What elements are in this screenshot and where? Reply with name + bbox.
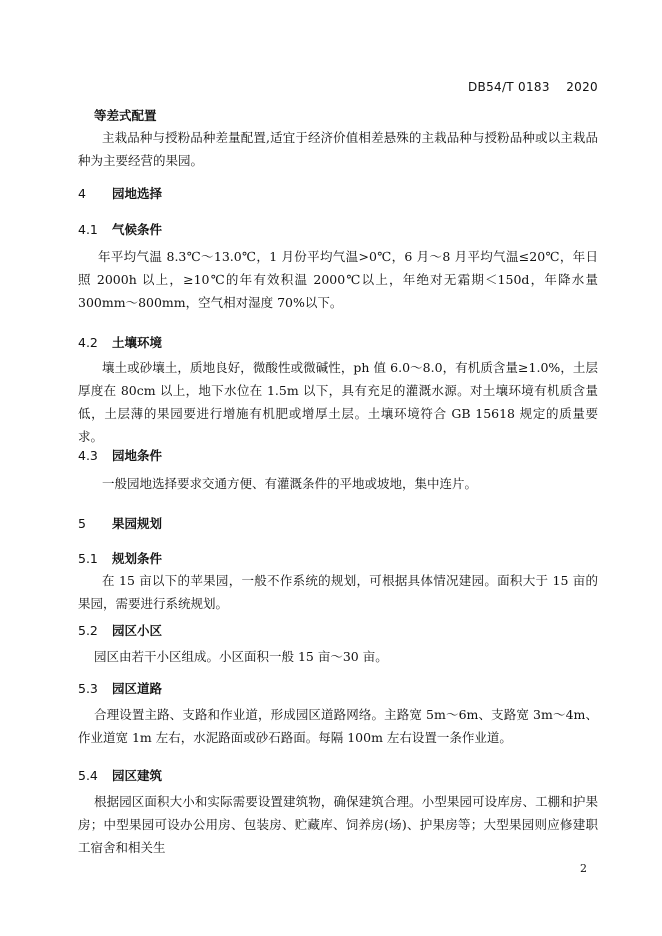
- section-number: 4.1: [78, 222, 98, 237]
- section-number: 4.2: [78, 335, 98, 350]
- section-title: 规划条件: [112, 551, 163, 566]
- section-number: 5.1: [78, 551, 98, 566]
- page-number: 2: [580, 862, 587, 875]
- section-title: 园区小区: [112, 623, 163, 638]
- paragraph-4-3: 一般园地选择要求交通方便、有灌溉条件的平地或坡地，集中连片。: [102, 476, 478, 491]
- standard-year: 2020: [566, 80, 598, 94]
- section-number: 5.4: [78, 768, 98, 783]
- standard-code: DB54/T 0183: [468, 80, 550, 94]
- heading-5-4: [78, 766, 162, 784]
- paragraph-4-2: 壤土或砂壤土，质地良好，微酸性或微碱性，ph 值 6.0～8.0，有机质含量≥1.0%，土层厚度在 80cm 以上，地下水位在 1.5m 以下，具有充足的灌溉水源。对土壤环境有机质含量低，土层薄的果园要进行增施有机肥或增厚土层。土壤环境符合 GB 15618 规定的质量要求。: [78, 360, 598, 444]
- section-title: 气候条件: [112, 222, 163, 237]
- heading-pollinator: 等差式配置: [94, 108, 157, 123]
- heading-5-2: [78, 621, 162, 639]
- section-title: 园地选择: [112, 186, 163, 201]
- heading-5-3: [78, 679, 162, 697]
- paragraph-5-3: 合理设置主路、支路和作业道，形成园区道路网络。主路宽 5m～6m、支路宽 3m～4m、作业道宽 1m 左右，水泥路面或砂石路面。每隔 100m 左右设置一条作业道。: [78, 707, 598, 745]
- section-title: 土壤环境: [112, 335, 163, 350]
- paragraph-5-2: 园区由若干小区组成。小区面积一般 15 亩～30 亩。: [94, 649, 388, 664]
- section-title: 园区道路: [112, 681, 163, 696]
- section-number: 5.2: [78, 623, 98, 638]
- paragraph-4-1: 年平均气温 8.3℃～13.0℃，1 月份平均气温>0℃，6 月～8 月平均气温≤20℃，年日照 2000h 以上，≥10℃的年有效积温 2000℃以上，年绝对无霜期＜150d，年降水量 300mm～800mm，空气相对湿度 70%以下。: [78, 249, 598, 310]
- heading-section-4: [78, 184, 162, 202]
- section-title: 园区建筑: [112, 768, 163, 783]
- section-number: 5: [78, 516, 86, 531]
- document-header: [468, 80, 598, 94]
- heading-4-3: [78, 446, 162, 464]
- heading-section-5: [78, 514, 162, 532]
- section-title: 园地条件: [112, 448, 163, 463]
- paragraph-5-1: 在 15 亩以下的苹果园，一般不作系统的规划，可根据具体情况建园。面积大于 15 亩的果园，需要进行系统规划。: [78, 573, 598, 611]
- paragraph-5-4: 根据园区面积大小和实际需要设置建筑物，确保建筑合理。小型果园可设库房、工棚和护果房；中型果园可设办公用房、包装房、贮藏库、饲养房(场)、护果房等；大型果园则应修建职工宿舍和相关生: [78, 794, 598, 855]
- section-number: 4.3: [78, 448, 98, 463]
- section-number: 4: [78, 186, 86, 201]
- heading-4-2: [78, 333, 162, 351]
- heading-5-1: [78, 549, 162, 567]
- section-number: 5.3: [78, 681, 98, 696]
- paragraph-pollinator: 主栽品种与授粉品种差量配置,适宜于经济价值相差悬殊的主栽品种与授粉品种或以主栽品种为主要经营的果园。: [78, 130, 598, 168]
- heading-4-1: [78, 220, 162, 238]
- section-title: 果园规划: [112, 516, 163, 531]
